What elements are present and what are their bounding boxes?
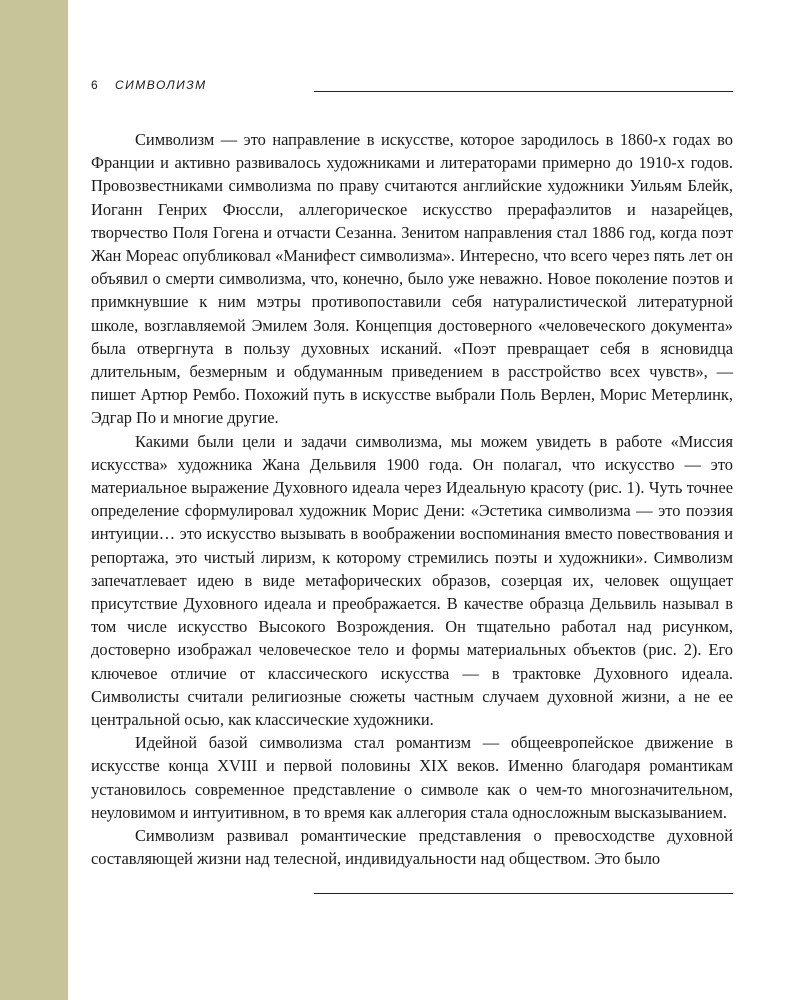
footer-rule [314, 893, 733, 894]
page-header [91, 78, 733, 96]
body-text [91, 128, 733, 871]
paragraph: Какими были цели и задачи символизма, мы можем увидеть в работе «Миссия искусства» художника Жана Дельвиля 1900 года. Он полагал, что искусство — это материальное выражение Духовного идеала через Идеальную красоту (рис. 1). Чуть точнее определение сформулировал художник Морис Дени: «Эстетика символизма — это поэзия интуиции… это искусство вызывать в воображении воспоминания вместо повествования и репортажа, это чистый лиризм, к которому стремились поэты и художники». Символизм запечатлевает идею в виде метафорических образов, созерцая их, человек ощущает присутствие Духовного идеала и преображается. В качестве образца Дельвиль называл в том числе искусство Высокого Возрождения. Он тщательно работал над рисунком, достоверно изображал человеческое тело и формы материальных объектов (рис. 2). Его ключевое отличие от классического искусства — в трактовке Духовного идеала. Символисты считали религиозные сюжеты частным случаем духовной жизни, а не ее центральной осью, как классические художники. [91, 431, 733, 730]
decorative-side-band [0, 0, 68, 1000]
paragraph: Символизм развивал романтические представления о превосходстве духовной составляющей жизни над телесной, индивидуальности над обществом. Это было [91, 826, 733, 869]
paragraph: Идейной базой символизма стал романтизм — общеевропейское движение в искусстве конца XVIII и первой половины XIX веков. Именно благодаря романтикам установилось современное представление о символе как о чем-то многозначительном, неуловимом и интуитивном, в то время как аллегория стала односложным высказыванием. [91, 733, 733, 822]
header-rule [314, 91, 733, 92]
running-title: СИМВОЛИЗМ [115, 78, 207, 92]
page-number: 6 [91, 78, 99, 92]
paragraph: Символизм — это направление в искусстве, которое зародилось в 1860-х годах во Франции и активно развивалось художниками и литераторами примерно до 1910-х годов. Провозвестниками символизма по праву считаются английские художники Уильям Блейк, Иоганн Генрих Фюссли, аллегорическое искусство прерафаэлитов и назарейцев, творчество Поля Гогена и отчасти Сезанна. Зенитом направления стал 1886 год, когда поэт Жан Мореас опубликовал «Манифест символизма». Интересно, что всего через пять лет он объявил о смерти символизма, что, конечно, было уже неважно. Новое поколение поэтов и примкнувшие к ним мэтры противопоставили себя натуралистической литературной школе, возглавляемой Эмилем Золя. Концепция достоверного «человеческого документа» была отвергнута в пользу духовных исканий. «Поэт превращает себя в ясновидца длительным, безмерным и обдуманным приведением в расстройство всех чувств», — пишет Артюр Рембо. Похожий путь в искусстве выбрали Поль Верлен, Морис Метерлинк, Эдгар По и многие другие. [91, 130, 733, 428]
